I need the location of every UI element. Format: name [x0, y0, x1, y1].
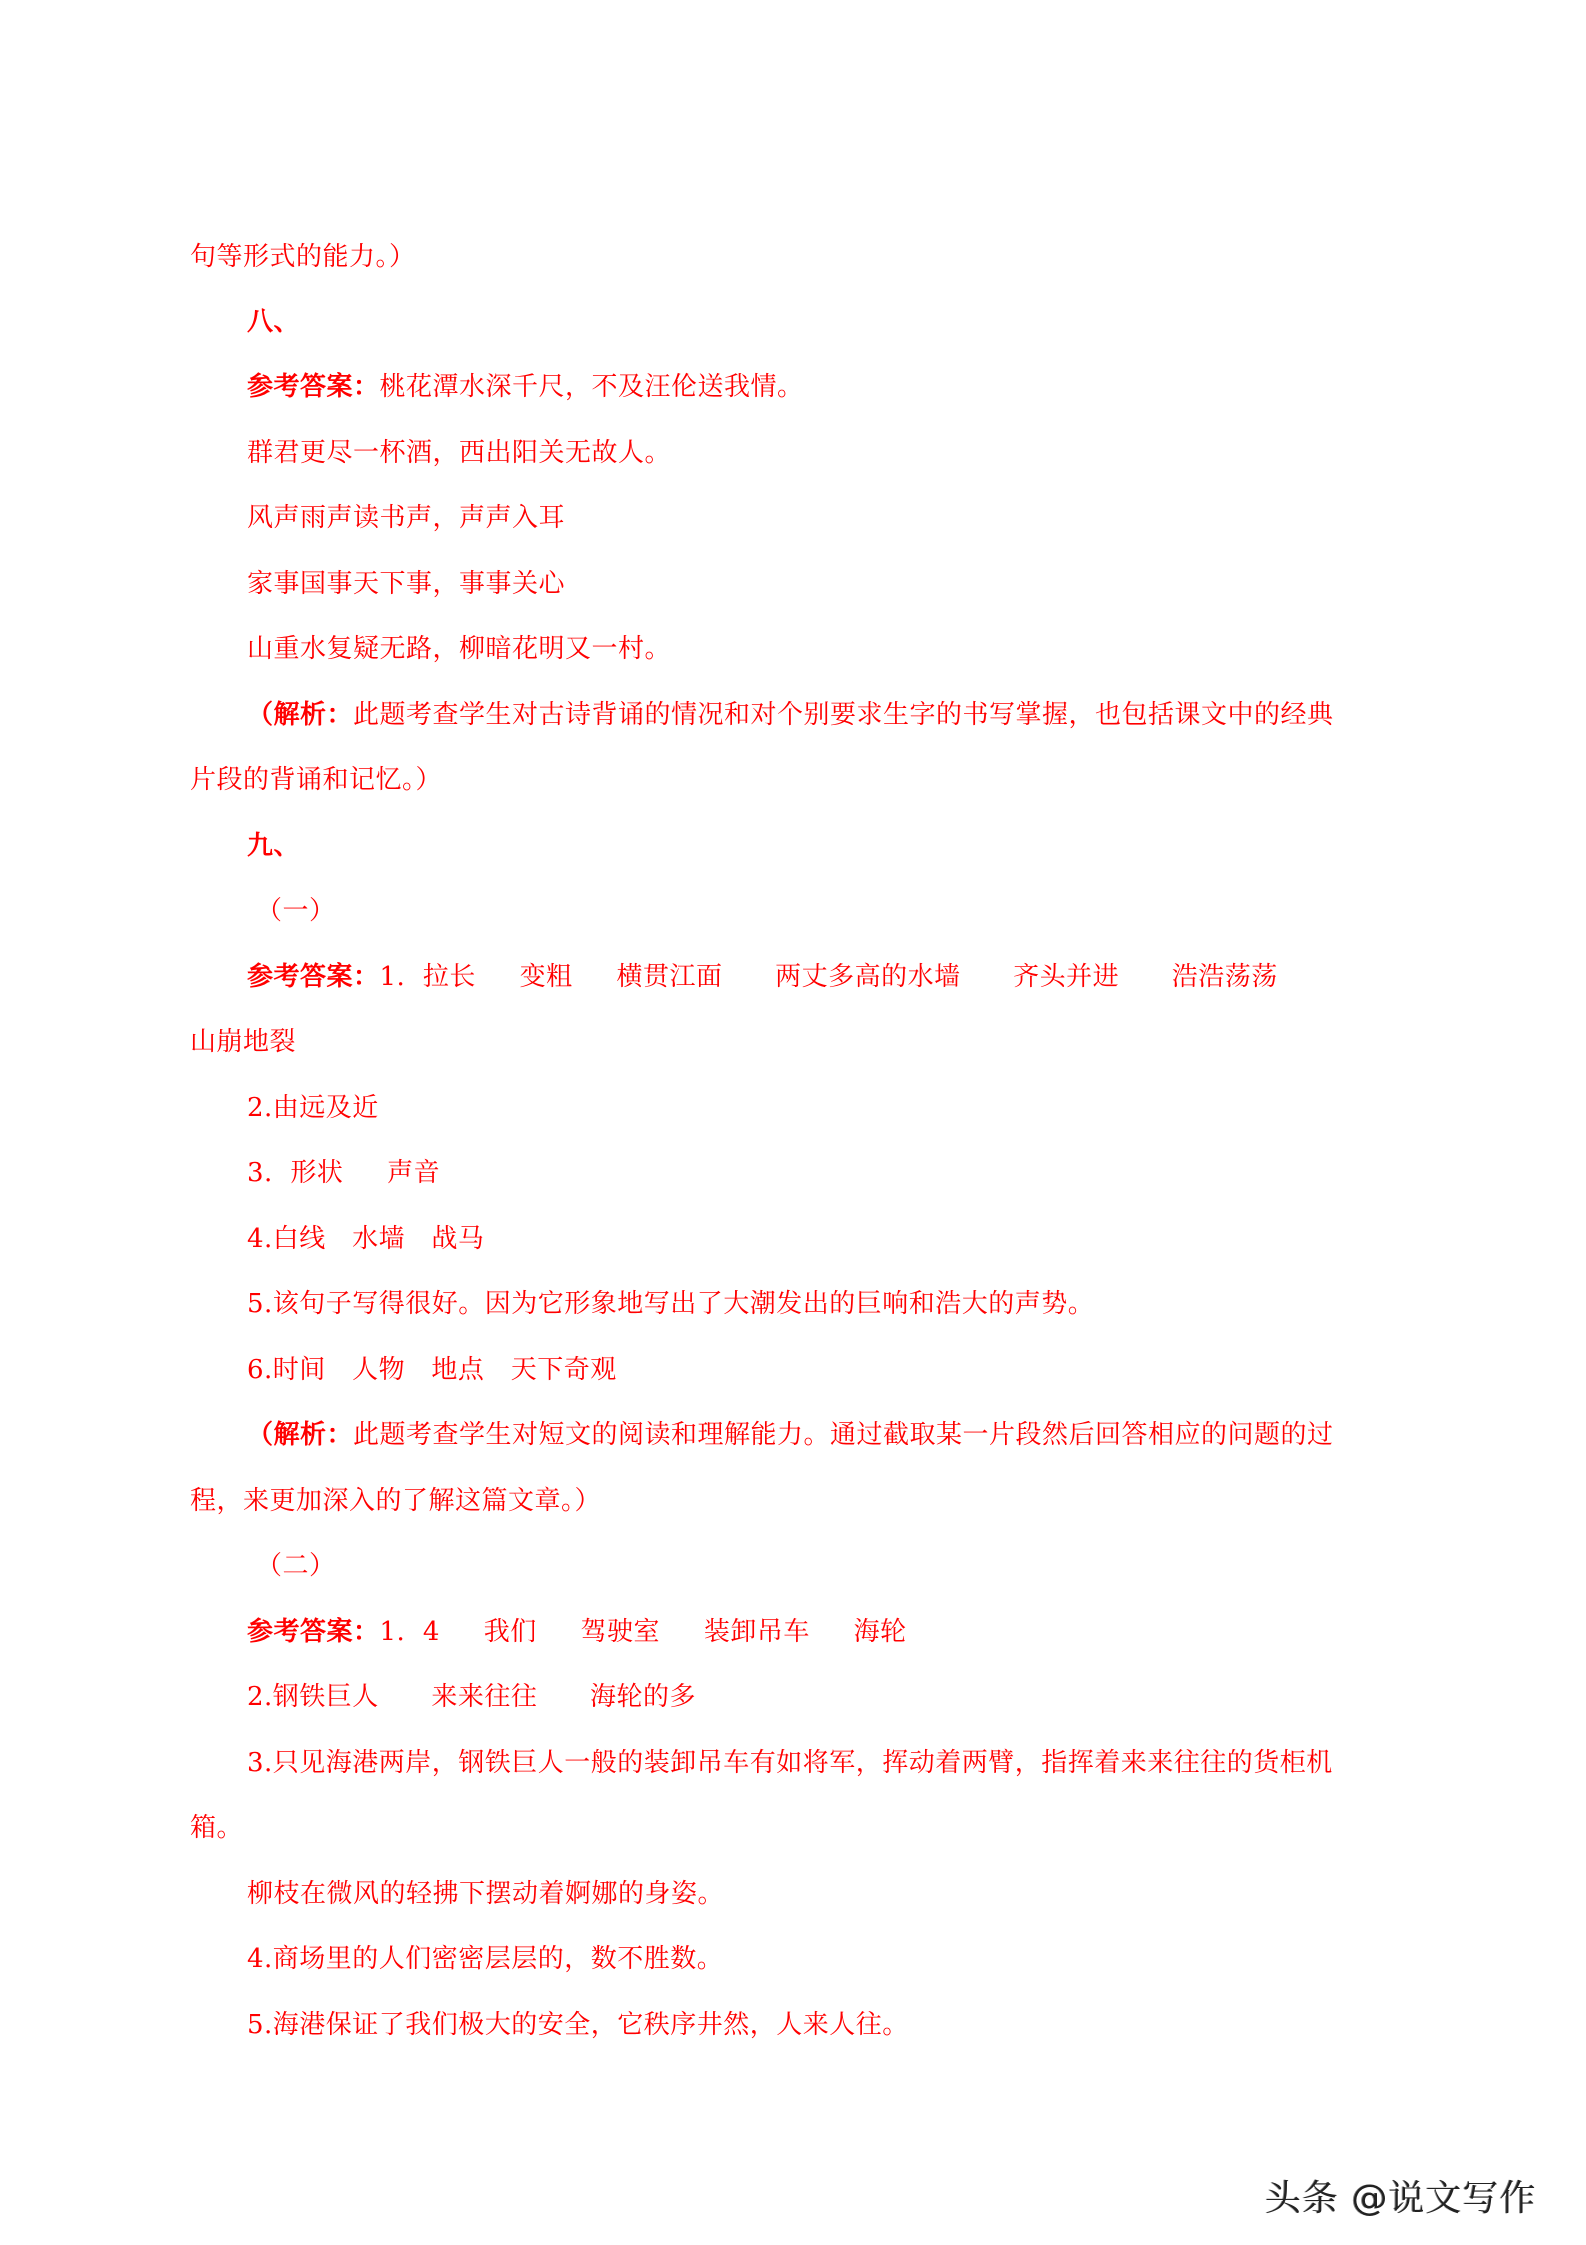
text-line: 3.只见海港两岸，钢铁巨人一般的装卸吊车有如将军，挥动着两臂，指挥着来来往往的货柜机: [247, 1748, 1333, 1778]
text-line: 山重水复疑无路，柳暗花明又一村。: [247, 634, 672, 664]
analysis-line: [247, 1418, 1334, 1452]
text-line: 箱。: [190, 1813, 244, 1843]
text-line: 群君更尽一杯酒，西出阳关无故人。: [247, 438, 672, 468]
text-line: 4.商场里的人们密密层层的，数不胜数。: [247, 1944, 724, 1974]
answer-text: 1. 拉长 变粗 横贯江面 两丈多高的水墙 齐头并进 浩浩荡荡: [379, 962, 1278, 992]
analysis-text: 此题考查学生对短文的阅读和理解能力。通过截取某一片段然后回答相应的问题的过: [353, 1420, 1334, 1450]
text-line: 片段的背诵和记忆。）: [190, 765, 443, 795]
text-line: 4.白线 水墙 战马: [247, 1224, 485, 1254]
analysis-line: [247, 698, 1334, 732]
text-line: 5.海港保证了我们极大的安全，它秩序井然，人来人往。: [247, 2010, 909, 2040]
text-line: 5.该句子写得很好。因为它形象地写出了大潮发出的巨响和浩大的声势。: [247, 1289, 1095, 1319]
answer-text: 桃花潭水深千尺，不及汪伦送我情。: [379, 372, 804, 402]
analysis-label: （解析：: [247, 1420, 354, 1450]
text-line: 山崩地裂: [190, 1027, 297, 1057]
subsection-heading-1: （一）: [256, 896, 336, 926]
text-line: 程，来更加深入的了解这篇文章。）: [190, 1486, 602, 1516]
text-line: 3. 形状 声音: [247, 1158, 441, 1188]
section-heading-8: 八、: [247, 307, 301, 337]
answer-label: 参考答案：: [247, 962, 380, 992]
answer-label: 参考答案：: [247, 372, 380, 402]
analysis-label: （解析：: [247, 700, 354, 730]
text-line: 6.时间 人物 地点 天下奇观: [247, 1355, 617, 1385]
answer-text: 1. 4 我们 驾驶室 装卸吊车 海轮: [379, 1617, 907, 1647]
watermark: 头条 @说文写作: [1265, 2178, 1537, 2219]
analysis-text: 此题考查学生对古诗背诵的情况和对个别要求生字的书写掌握，也包括课文中的经典: [353, 700, 1334, 730]
answer-line: [247, 370, 804, 404]
text-line: 家事国事天下事，事事关心: [247, 569, 566, 599]
text-line: 风声雨声读书声，声声入耳: [247, 503, 566, 533]
text-line: 2.钢铁巨人 来来往往 海轮的多: [247, 1682, 696, 1712]
answer-line: [247, 960, 1278, 994]
text-line: 柳枝在微风的轻拂下摆动着婀娜的身姿。: [247, 1879, 725, 1909]
subsection-heading-2: （二）: [256, 1551, 336, 1581]
text-line: 句等形式的能力。）: [190, 242, 416, 272]
text-line: 2.由远及近: [247, 1093, 379, 1123]
answer-line: [247, 1615, 907, 1649]
section-heading-9: 九、: [247, 831, 301, 861]
answer-label: 参考答案：: [247, 1617, 380, 1647]
